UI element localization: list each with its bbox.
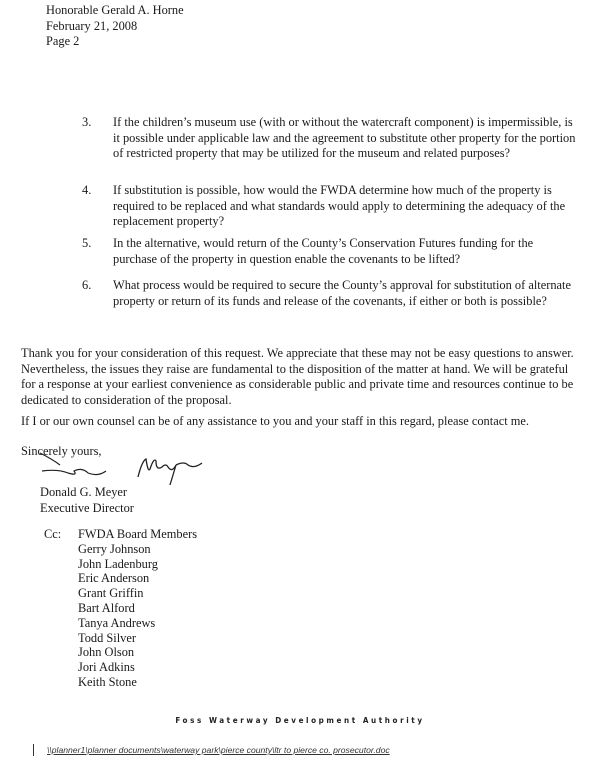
question-number: 5. [82, 236, 92, 250]
cc-recipient: Todd Silver [78, 630, 136, 645]
signer-title: Executive Director [40, 500, 134, 515]
file-path: \\planner1\planner documents\waterway park\pierce county\ltr to pierce co. prosecutor.doc [47, 745, 390, 755]
signer-block [40, 485, 600, 516]
cc-recipient: Bart Alford [78, 600, 135, 615]
cc-label: Cc: [44, 527, 62, 541]
cc-recipient: John Ladenburg [78, 556, 158, 571]
cc-recipient: FWDA Board Members [78, 527, 198, 541]
question-text: In the alternative, would return of the County’s Conservation Futures funding for the purchase of the property in question enable the covenants to be lifted? [113, 236, 534, 266]
text-cursor [33, 744, 34, 756]
closing-paragraph: Thank you for your consideration of this request. We appreciate that these may not be easy questions to answer. Nevertheless, the issues they raise are fundamental to the disposition of the matter at hand. We will be grateful for a response at your earliest convenience as considerable public and private time and resources continue to be dedicated to consideration of the proposal. [21, 346, 574, 407]
signature-image [38, 447, 208, 487]
footer-organization: Foss Waterway Development Authority [175, 716, 425, 725]
letter-header [46, 3, 184, 50]
letter-date: February 21, 2008 [46, 18, 138, 33]
question-text: If the children’s museum use (with or without the watercraft component) is impermissible, is it possible under applicable law and the agreement to substitute other property for the portion of restricted property that may be utilized for the museum and related purposes? [113, 115, 576, 160]
cc-recipient: John Olson [78, 645, 135, 660]
recipient-name: Honorable Gerald A. Horne [46, 3, 184, 17]
cc-recipient: Tanya Andrews [78, 615, 156, 630]
question-number: 6. [82, 278, 92, 292]
closing-salutation: Sincerely yours, [21, 444, 102, 458]
cc-recipient: Gerry Johnson [78, 541, 151, 556]
cc-recipient: Grant Griffin [78, 586, 144, 601]
question-text: If substitution is possible, how would the FWDA determine how much of the property is required to be replaced and what standards would apply to determining the adequacy of the replacement property? [113, 183, 566, 228]
page-number: Page 2 [46, 34, 80, 48]
cc-recipient: Jori Adkins [78, 660, 135, 675]
question-number: 4. [82, 183, 92, 197]
assistance-paragraph: If I or our own counsel can be of any assistance to you and your staff in this regard, please contact me. [21, 414, 529, 428]
cc-recipient: Keith Stone [78, 674, 137, 689]
cc-list [78, 527, 197, 690]
question-text: What process would be required to secure the County’s approval for substitution of alternate property or return of its funds and release of the covenants, if either or both is possible? [113, 278, 571, 308]
signer-name: Donald G. Meyer [40, 485, 128, 499]
question-number: 3. [82, 115, 92, 129]
cc-recipient: Eric Anderson [78, 571, 150, 586]
